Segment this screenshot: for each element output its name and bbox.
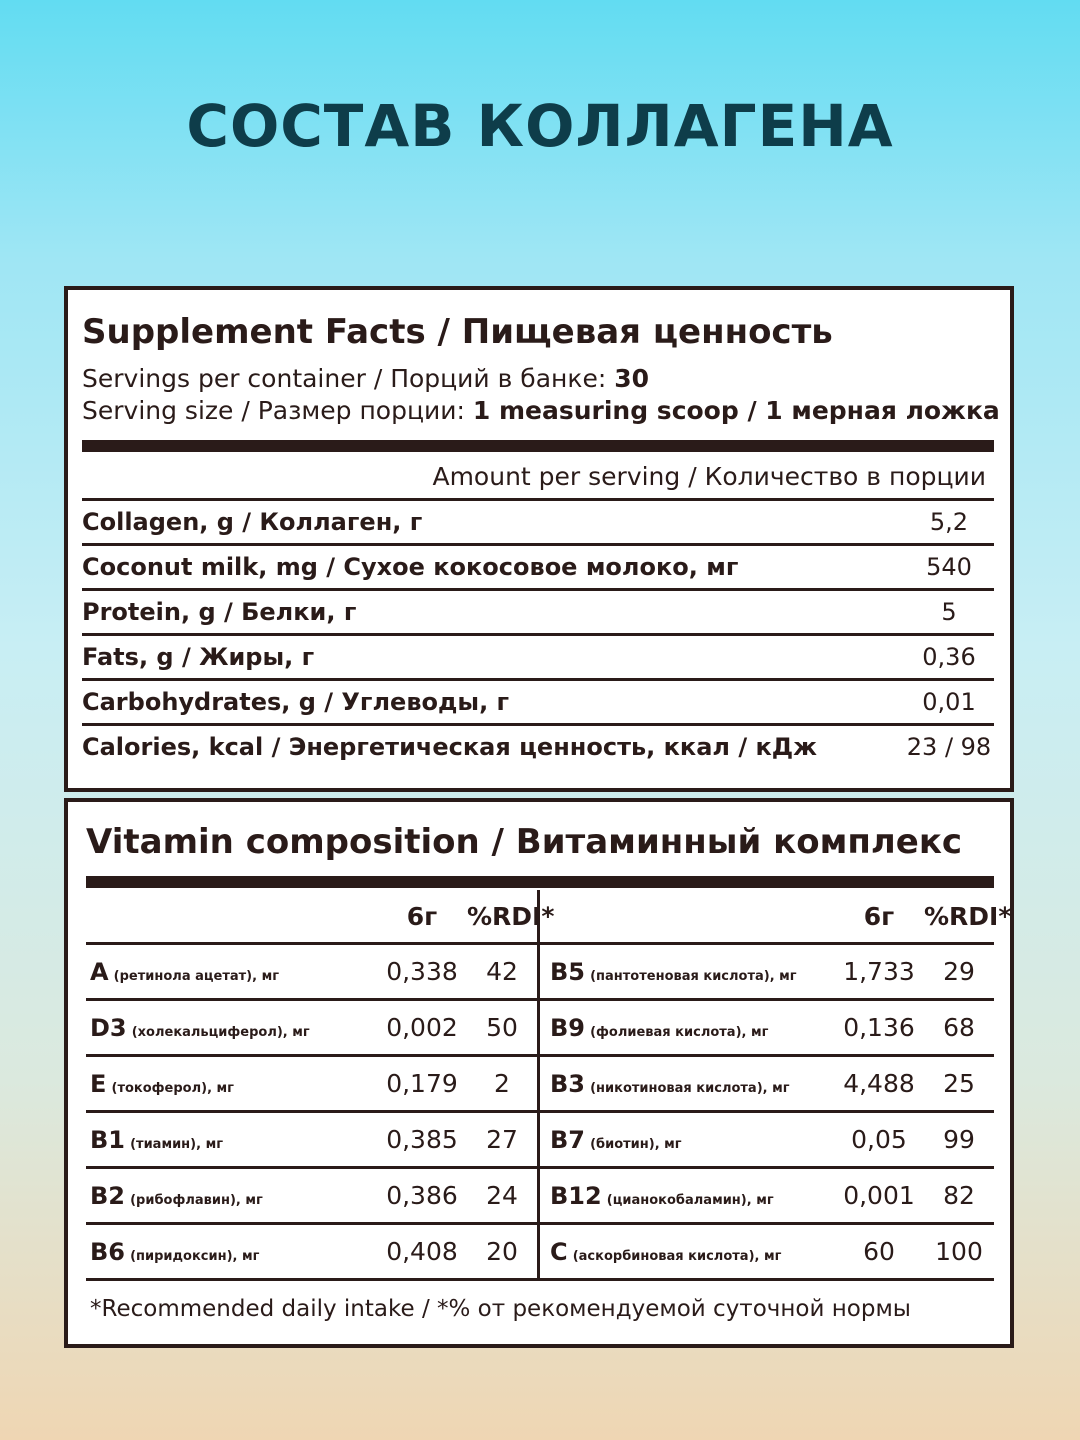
servings-label: Servings per container / Порций в банке: bbox=[82, 364, 615, 393]
vitamin-amount: 0,136 bbox=[843, 1013, 915, 1042]
vitamin-row bbox=[540, 1222, 994, 1278]
vitamin-header-row bbox=[540, 890, 1012, 942]
fact-row bbox=[82, 633, 994, 678]
fact-label: Calories, kcal / Энергетическая ценность, ккал / кДж bbox=[82, 733, 818, 761]
vitamin-name bbox=[540, 1182, 834, 1210]
vitamin-rdi: 42 bbox=[486, 957, 518, 986]
vitamin-row bbox=[86, 1166, 537, 1222]
vitamin-name bbox=[540, 1014, 834, 1042]
vitamin-name bbox=[540, 1238, 834, 1266]
vitamin-title: Vitamin composition / Витаминный комплекс bbox=[86, 822, 963, 862]
fact-value: 5 bbox=[941, 598, 957, 626]
vitamin-description: (цианокобаламин), мг bbox=[606, 1192, 774, 1208]
vitamin-amount: 0,385 bbox=[386, 1125, 458, 1154]
vitamin-table-bottom-line bbox=[86, 1278, 537, 1281]
vitamin-amount: 0,001 bbox=[843, 1181, 915, 1210]
vitamin-panel bbox=[64, 798, 1014, 1348]
rdi-column-header: %RDI* bbox=[467, 901, 555, 931]
serving-size-label: Serving size / Размер порции: bbox=[82, 396, 473, 425]
vitamin-description: (никотиновая кислота), мг bbox=[590, 1080, 790, 1096]
vitamin-rdi: 99 bbox=[943, 1125, 975, 1154]
vitamin-row bbox=[86, 1222, 537, 1278]
fact-label: Coconut milk, mg / Сухое кокосовое молоко, мг bbox=[82, 553, 739, 581]
vitamin-amount: 0,338 bbox=[386, 957, 458, 986]
vitamin-letter: B12 bbox=[550, 1181, 602, 1210]
vitamin-description: (тиамин), мг bbox=[130, 1136, 223, 1152]
vitamin-letter: B7 bbox=[550, 1125, 585, 1154]
amount-column-header: 6г bbox=[863, 901, 895, 931]
servings-value: 30 bbox=[614, 364, 650, 393]
vitamin-rdi: 82 bbox=[943, 1181, 975, 1210]
supplement-facts-panel bbox=[64, 286, 1014, 792]
vitamin-rdi: 20 bbox=[486, 1237, 518, 1266]
rdi-footnote: *Recommended daily intake / *% от рекомендуемой суточной нормы bbox=[90, 1296, 911, 1322]
vitamin-letter: E bbox=[90, 1069, 107, 1098]
fact-value: 23 / 98 bbox=[906, 733, 992, 761]
vitamin-rdi: 25 bbox=[943, 1069, 975, 1098]
servings-per-container bbox=[82, 364, 649, 393]
vitamin-table bbox=[86, 890, 1012, 1281]
vitamin-rdi: 2 bbox=[494, 1069, 510, 1098]
fact-value: 0,01 bbox=[922, 688, 976, 716]
vitamin-description: (биотин), мг bbox=[590, 1136, 682, 1152]
vitamin-row bbox=[86, 942, 537, 998]
vitamin-rdi: 27 bbox=[486, 1125, 518, 1154]
vitamin-description: (пиридоксин), мг bbox=[130, 1248, 260, 1264]
vitamin-letter: B6 bbox=[90, 1237, 125, 1266]
vitamin-row bbox=[540, 1110, 994, 1166]
vitamin-description: (рибофлавин), мг bbox=[130, 1192, 263, 1208]
serving-size bbox=[82, 396, 1000, 425]
vitamin-amount: 0,05 bbox=[851, 1125, 907, 1154]
vitamin-amount: 0,408 bbox=[386, 1237, 458, 1266]
fact-row bbox=[82, 498, 994, 543]
vitamin-row bbox=[86, 1054, 537, 1110]
vitamin-letter: B2 bbox=[90, 1181, 125, 1210]
page-title: СОСТАВ КОЛЛАГЕНА bbox=[186, 92, 894, 160]
vitamin-column-left bbox=[86, 890, 555, 1281]
fact-label: Carbohydrates, g / Углеводы, г bbox=[82, 688, 510, 716]
vitamin-letter: C bbox=[550, 1237, 568, 1266]
vitamin-letter: B1 bbox=[90, 1125, 125, 1154]
vitamin-description: (пантотеновая кислота), мг bbox=[590, 968, 797, 984]
vitamin-rdi: 68 bbox=[943, 1013, 975, 1042]
vitamin-table-bottom-line bbox=[540, 1278, 994, 1281]
serving-size-value: 1 measuring scoop / 1 мерная ложка bbox=[472, 396, 1000, 425]
fact-row bbox=[82, 723, 994, 768]
amount-per-serving-header: Amount per serving / Количество в порции bbox=[432, 462, 986, 491]
vitamin-amount: 4,488 bbox=[843, 1069, 915, 1098]
fact-value: 0,36 bbox=[922, 643, 976, 671]
vitamin-amount: 0,386 bbox=[386, 1181, 458, 1210]
vitamin-name bbox=[86, 1014, 377, 1042]
vitamin-rdi: 29 bbox=[943, 957, 975, 986]
vitamin-column-right bbox=[540, 890, 1012, 1281]
vitamin-amount: 0,179 bbox=[386, 1069, 458, 1098]
vitamin-description: (ретинола ацетат), мг bbox=[113, 968, 280, 984]
vitamin-letter: D3 bbox=[90, 1013, 127, 1042]
fact-row bbox=[82, 543, 994, 588]
vitamin-row bbox=[540, 1054, 994, 1110]
vitamin-letter: B3 bbox=[550, 1069, 585, 1098]
vitamin-row bbox=[86, 998, 537, 1054]
supplement-facts-title: Supplement Facts / Пищевая ценность bbox=[82, 312, 833, 352]
vitamin-name bbox=[540, 958, 834, 986]
facts-divider bbox=[82, 440, 994, 452]
vitamin-name bbox=[86, 1182, 377, 1210]
fact-row bbox=[82, 678, 994, 723]
vitamin-rdi: 24 bbox=[486, 1181, 518, 1210]
fact-label: Protein, g / Белки, г bbox=[82, 598, 357, 626]
vitamin-amount: 1,733 bbox=[843, 957, 915, 986]
fact-value: 5,2 bbox=[929, 508, 969, 536]
vitamin-description: (фолиевая кислота), мг bbox=[590, 1024, 769, 1040]
vitamin-rdi: 50 bbox=[486, 1013, 518, 1042]
fact-label: Fats, g / Жиры, г bbox=[82, 643, 315, 671]
amount-column-header: 6г bbox=[406, 901, 438, 931]
vitamin-name bbox=[540, 1070, 834, 1098]
vitamin-letter: A bbox=[90, 957, 109, 986]
vitamin-letter: B5 bbox=[550, 957, 585, 986]
vitamin-description: (токоферол), мг bbox=[111, 1080, 234, 1096]
vitamin-header-row bbox=[86, 890, 555, 942]
vitamin-description: (аскорбиновая кислота), мг bbox=[572, 1248, 782, 1264]
vitamin-row bbox=[86, 1110, 537, 1166]
vitamin-name bbox=[86, 1238, 377, 1266]
fact-label: Collagen, g / Коллаген, г bbox=[82, 508, 423, 536]
vitamin-divider bbox=[86, 876, 994, 888]
fact-row bbox=[82, 588, 994, 633]
vitamin-name bbox=[540, 1126, 834, 1154]
vitamin-amount: 60 bbox=[863, 1237, 895, 1266]
facts-rows bbox=[82, 498, 994, 768]
vitamin-name bbox=[86, 1070, 377, 1098]
vitamin-letter: B9 bbox=[550, 1013, 585, 1042]
vitamin-name bbox=[86, 1126, 377, 1154]
vitamin-amount: 0,002 bbox=[386, 1013, 458, 1042]
rdi-column-header: %RDI* bbox=[924, 901, 1012, 931]
vitamin-row bbox=[540, 1166, 994, 1222]
vitamin-description: (холекальциферол), мг bbox=[131, 1024, 310, 1040]
vitamin-row bbox=[540, 942, 994, 998]
vitamin-row bbox=[540, 998, 994, 1054]
vitamin-name bbox=[86, 958, 377, 986]
vitamin-rdi: 100 bbox=[935, 1237, 983, 1266]
fact-value: 540 bbox=[926, 553, 972, 581]
